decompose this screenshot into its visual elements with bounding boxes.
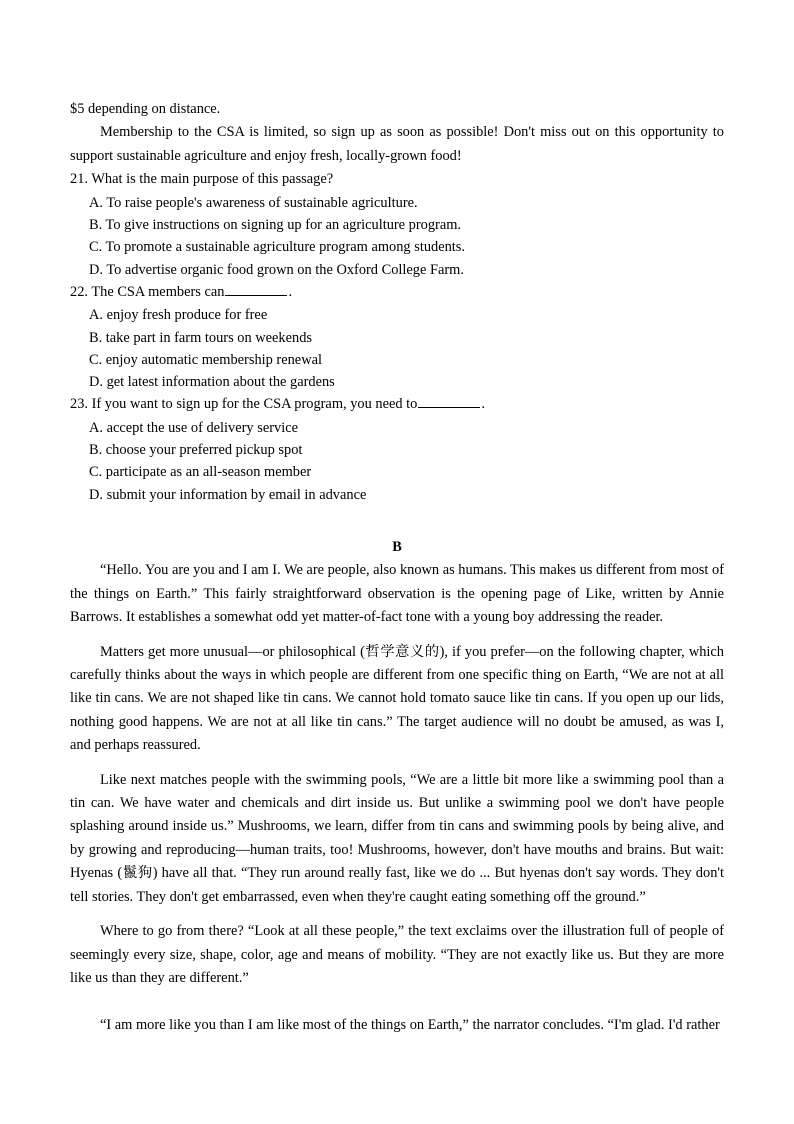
passage-b-paragraph-5: “I am more like you than I am like most of the things on Earth,” the narrator concludes. “I'm glad. I'd rather [100,1017,720,1034]
passage-b-paragraph-2: Matters get more unusual—or philosophical (哲学意义的), if you prefer—on the following chapter, which carefully thinks about the ways in which people are different from one specific thing on Earth, “We are not at all like tin cans. We are not shaped like tin cans. We cannot hold tomato sauce like tin cans. If you open up our lids, nothing good happens. We are not at all like tin cans.” The target audience will no doubt be amused, as was I, and perhaps reassured. [70,643,724,754]
question-22-option-d[interactable]: D. get latest information about the gardens [89,374,335,391]
question-21-option-b[interactable]: B. To give instructions on signing up for an agriculture program. [89,216,462,233]
question-23-option-c[interactable]: C. participate as an all-season member [89,464,312,481]
question-23-number: 23. [70,396,88,413]
question-21-option-c[interactable]: C. To promote a sustainable agriculture program among students. [89,239,465,256]
question-22-option-c[interactable]: C. enjoy automatic membership renewal [89,351,322,368]
question-21-number: 21. [70,171,88,188]
passage-a-final-paragraph: Membership to the CSA is limited, so sign up as soon as possible! Don't miss out on this opportunity to support sustainable agriculture and enjoy fresh, locally-grown food! [70,124,724,164]
page-content [70,98,724,1038]
paragraph-gap-2 [70,758,724,769]
question-22-option-b[interactable]: B. take part in farm tours on weekends [89,329,312,346]
question-23-option-b[interactable]: B. choose your preferred pickup spot [89,442,303,459]
question-22-stem: The CSA members can [91,283,225,300]
question-22-stem-end: . [288,283,293,300]
question-22-option-a[interactable]: A. enjoy fresh produce for free [89,307,268,324]
question-23-option-d[interactable]: D. submit your information by email in advance [89,486,367,503]
passage-a-continued-line: $5 depending on distance. [70,101,221,117]
section-gap [70,506,724,536]
paragraph-gap-4 [70,990,724,1014]
question-23-stem-end: . [481,396,485,413]
paragraph-gap-3 [70,909,724,920]
question-22-blank [225,281,287,296]
question-23 [70,393,724,416]
passage-b-label: B [392,539,402,555]
question-21-option-d[interactable]: D. To advertise organic food grown on the Oxford College Farm. [89,261,464,278]
question-23-blank [418,394,480,409]
question-21 [70,168,724,191]
question-23-stem: If you want to sign up for the CSA program, you need to [91,396,418,413]
question-21-option-a[interactable]: A. To raise people's awareness of sustainable agriculture. [89,194,418,211]
question-23-option-a[interactable]: A. accept the use of delivery service [89,419,298,436]
question-22 [70,281,724,304]
passage-b-paragraph-3: Like next matches people with the swimming pools, “We are a little bit more like a swimming pool than a tin can. We have water and chemicals and dirt inside us. But unlike a swimming pool we don't have people splashing around inside us.” Mushrooms, we learn, differ from tin cans and swimming pools by being alive, and by growing and reproducing—human traits, too! Mushrooms, however, don't have mouths and brains. But wait: Hyenas (鬣狗) have all that. “They run around really fast, like we do ... But hyenas don't say words. They don't tell stories. They don't get embarrassed, even when they're caught eating something off the ground.” [70,771,724,905]
passage-b-paragraph-4: Where to go from there? “Look at all these people,” the text exclaims over the illustration full of people of seemingly every size, shape, color, age and means of mobility. “They are not exactly like us. But they are more like us than they are different.” [70,923,724,986]
passage-b-paragraph-1: “Hello. You are you and I am I. We are people, also known as humans. This makes us different from most of the things on Earth.” This fairly straightforward observation is the opening page of Like, written by Annie Barrows. It establishes a somewhat odd yet matter-of-fact tone with a young boy addressing the reader. [70,562,724,626]
question-22-number: 22. [70,283,88,300]
question-21-stem: What is the main purpose of this passage? [91,171,334,188]
paragraph-gap-1 [70,630,724,641]
